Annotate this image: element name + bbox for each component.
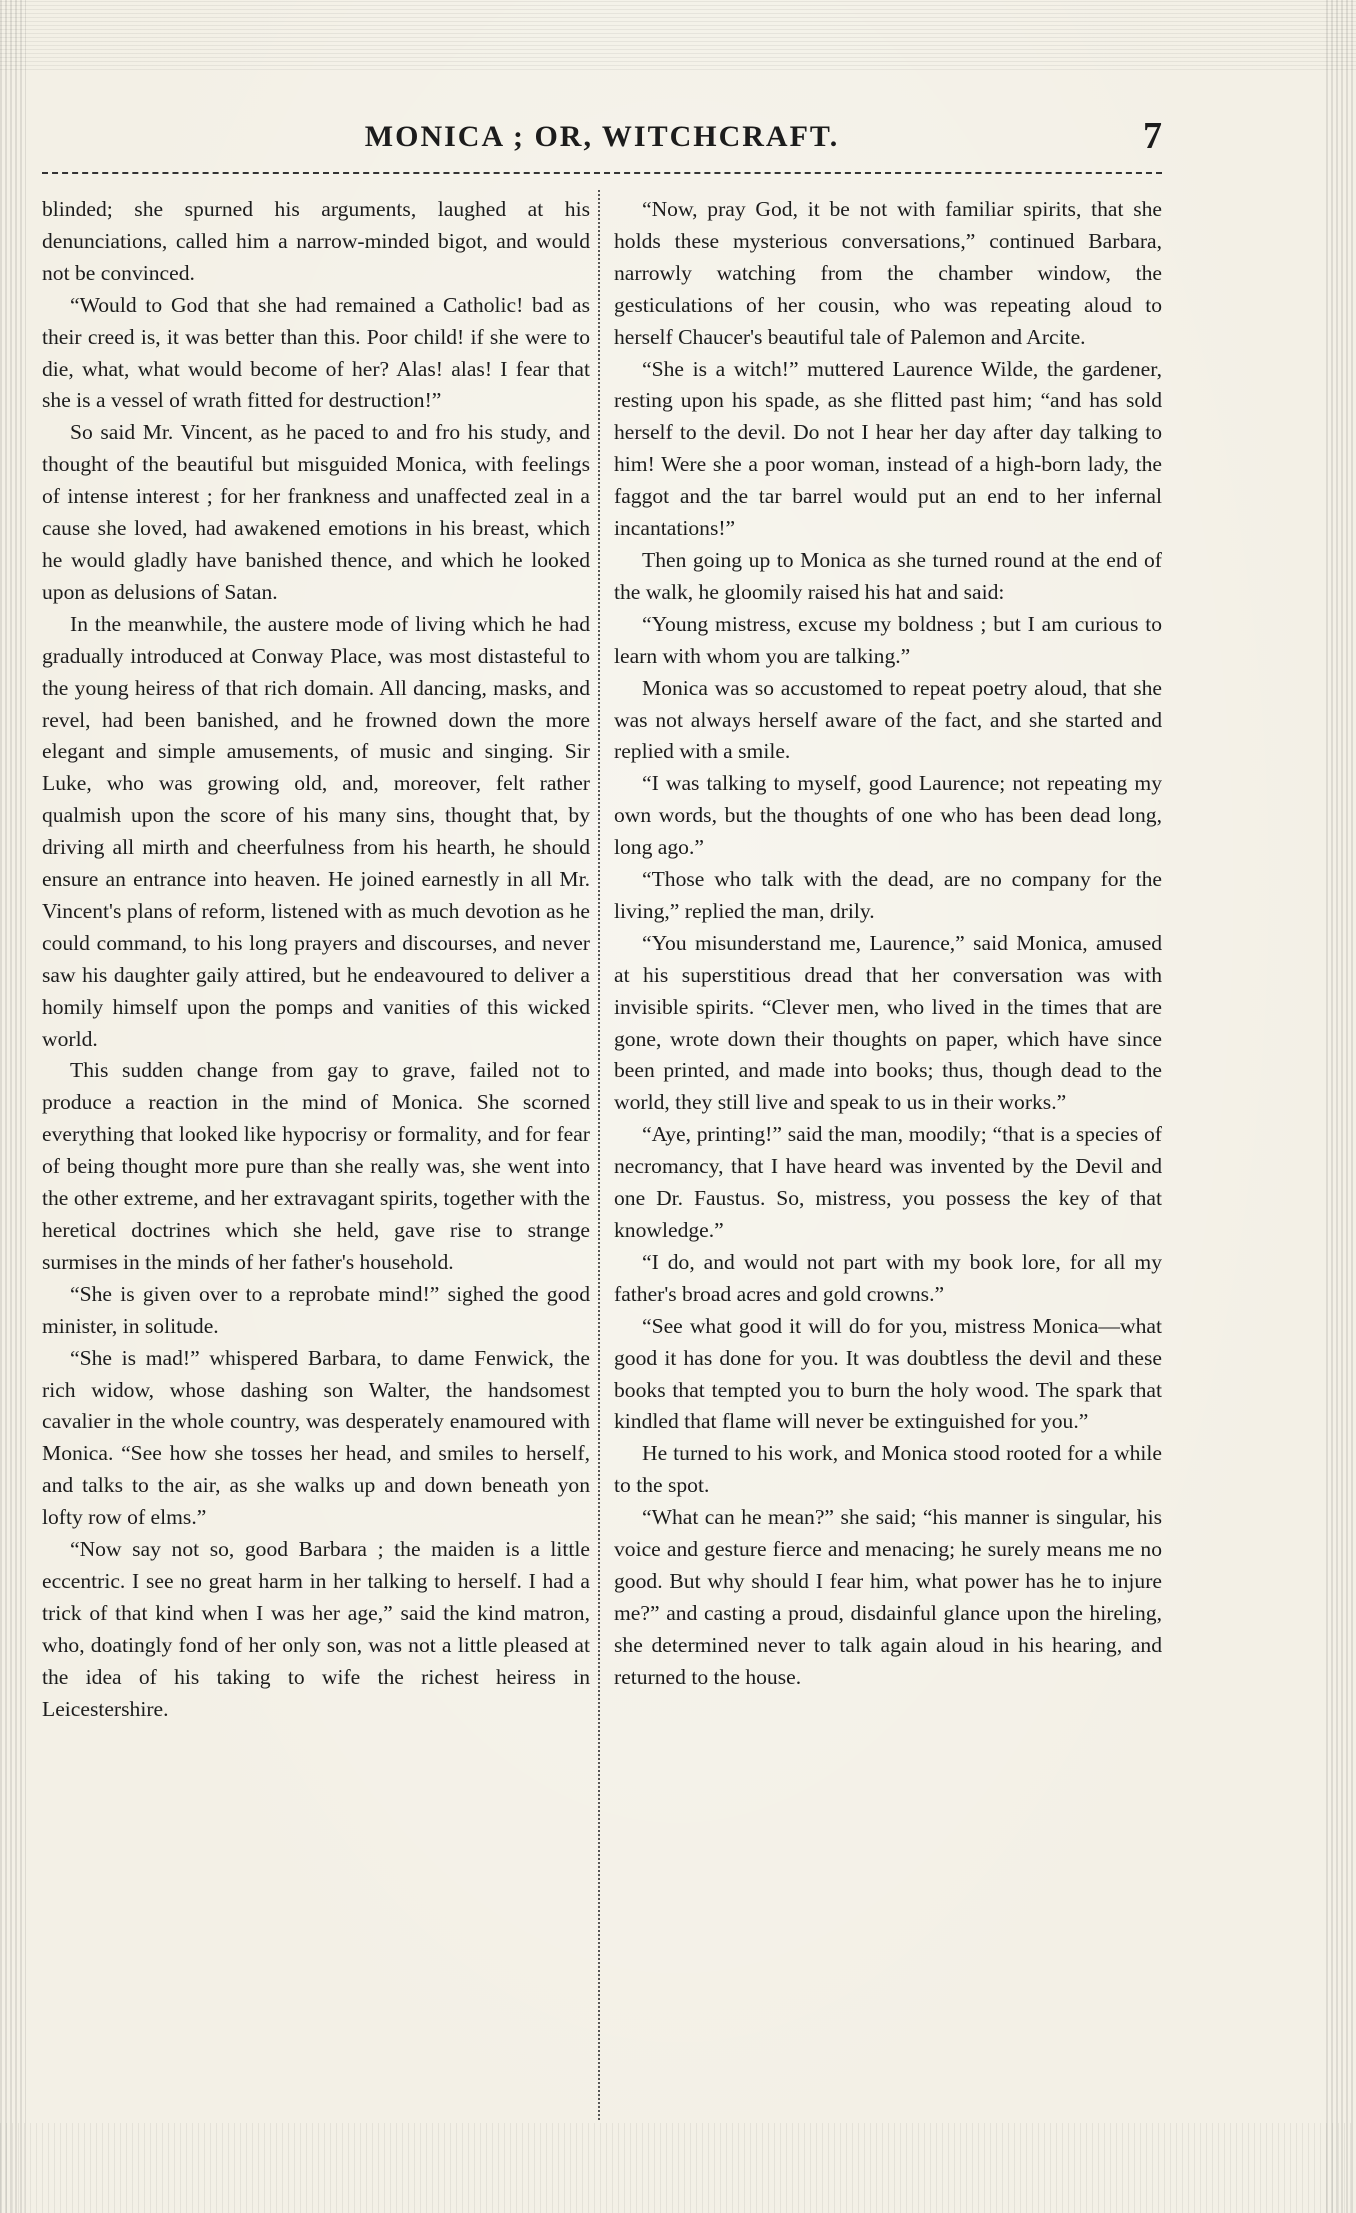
page-header xyxy=(42,110,1162,160)
paragraph: Monica was so accustomed to repeat poetry aloud, that she was not always herself aware of the fact, and she started and replied with a smile. xyxy=(614,675,1162,764)
paragraph: “Those who talk with the dead, are no company for the living,” replied the man, drily. xyxy=(614,867,1162,923)
paragraph: “Young mistress, excuse my boldness ; but I am curious to learn with whom you are talking.” xyxy=(614,611,1162,668)
paragraph: “See what good it will do for you, mistress Monica—what good it has done for you. It was doubtless the devil and these books that tempted you to burn the holy wood. The spark that kindled that flame will never be extinguished for you.” xyxy=(614,1313,1162,1434)
paragraph: “Aye, printing!” said the man, moodily; “that is a species of necromancy, that I have heard was invented by the Devil and one Dr. Faustus. So, mistress, you possess the key of that knowledge.” xyxy=(614,1122,1162,1242)
paragraph: “Now, pray God, it be not with familiar spirits, that she holds these mysterious conversations,” continued Barbara, narrowly watching from the chamber window, the gesticulations of her cousin, who was repeating aloud to herself Chaucer's beautiful tale of Palemon and Arcite. xyxy=(614,197,1162,349)
running-title: MONICA ; OR, WITCHCRAFT. xyxy=(364,120,840,153)
paragraph: “What can he mean?” she said; “his manner is singular, his voice and gesture fierce and menacing; he surely means me no good. But why should I fear him, what power has he to injure me?” and casting a proud, disdainful glance upon the hireling, she determined never to talk again aloud in his hearing, and returned to the house. xyxy=(614,1505,1162,1689)
paragraph: “I was talking to myself, good Laurence; not repeating my own words, but the thoughts of one who has been dead long, long ago.” xyxy=(614,771,1162,860)
top-edge-scan-noise xyxy=(0,0,1356,70)
paragraph: blinded; she spurned his arguments, laughed at his denunciations, called him a narrow-minded bigot, and would not be convinced. xyxy=(42,197,590,285)
paragraph: “Would to God that she had remained a Catholic! bad as their creed is, it was better than this. Poor child! if she were to die, what, what would become of her? Alas! alas! I fear that she is a vessel of wrath fitted for destruction!” xyxy=(42,292,590,413)
column-divider xyxy=(598,190,600,2120)
paragraph: “You misunderstand me, Laurence,” said Monica, amused at his superstitious dread that her conversation was with invisible spirits. “Clever men, who lived in the times that are gone, wrote down their thoughts on paper, which have since been printed, and made into books; thus, though dead to the world, they still live and speak to us in their works.” xyxy=(614,930,1162,1115)
paragraph: This sudden change from gay to grave, failed not to produce a reaction in the mind of Monica. She scorned everything that looked like hypocrisy or formality, and for fear of being thought more pure than she really was, she went into the other extreme, and her extravagant spirits, together with the heretical doctrines which she held, gave rise to strange surmises in the minds of her father's household. xyxy=(42,1058,590,1274)
page-number: 7 xyxy=(1143,115,1162,157)
paragraph: In the meanwhile, the austere mode of living which he had gradually introduced at Conway Place, was most distasteful to the young heiress of that rich domain. All dancing, masks, and revel, had been banished, and he frowned down the more elegant and simple amusements, of music and singing. Sir Luke, who was growing old, and, moreover, felt rather qualmish upon the score of his many sins, thought that, by driving all mirth and cheerfulness from his hearth, he should ensure an entrance into heaven. He joined earnestly in all Mr. Vincent's plans of reform, listened with as much devotion as he could command, to his long prayers and discourses, and never saw his daughter gaily attired, but he endeavoured to deliver a homily himself upon the pomps and vanities of this wicked world. xyxy=(42,611,590,1051)
paragraph: He turned to his work, and Monica stood rooted for a while to the spot. xyxy=(614,1441,1162,1498)
paragraph: “Now say not so, good Barbara ; the maiden is a little eccentric. I see no great harm in her talking to herself. I had a trick of that kind when I was her age,” said the kind matron, who, doatingly fond of her only son, was not a little pleased at the idea of his taking to wife the richest heiress in Leicestershire. xyxy=(42,1537,590,1721)
paragraph: “I do, and would not part with my book lore, for all my father's broad acres and gold crowns.” xyxy=(614,1249,1162,1306)
left-edge-scan-noise xyxy=(0,0,26,2213)
paragraph: “She is a witch!” muttered Laurence Wilde, the gardener, resting upon his spade, as she flitted past him; “and has sold herself to the devil. Do not I hear her day after day talking to him! Were she a poor woman, instead of a high-born lady, the faggot and the tar barrel would put an end to her infernal incantations!” xyxy=(614,356,1162,541)
paragraph: “She is mad!” whispered Barbara, to dame Fenwick, the rich widow, whose dashing son Walter, the handsomest cavalier in the whole country, was desperately enamoured with Monica. “See how she tosses her head, and smiles to herself, and talks to the air, as she walks up and down beneath yon lofty row of elms.” xyxy=(42,1345,590,1530)
left-column xyxy=(42,194,590,1726)
right-column xyxy=(614,194,1162,1694)
right-edge-scan-noise xyxy=(1326,0,1356,2213)
paragraph: Then going up to Monica as she turned round at the end of the walk, he gloomily raised his hat and said: xyxy=(614,547,1162,604)
paragraph: “She is given over to a reprobate mind!” sighed the good minister, in solitude. xyxy=(42,1281,590,1338)
bottom-edge-scan-noise xyxy=(0,2123,1356,2213)
paragraph: So said Mr. Vincent, as he paced to and fro his study, and thought of the beautiful but misguided Monica, with feelings of intense interest ; for her frankness and unaffected zeal in a cause she loved, had awakened emotions in his breast, which he would gladly have banished thence, and which he looked upon as delusions of Satan. xyxy=(42,420,590,604)
header-rule xyxy=(42,172,1162,174)
